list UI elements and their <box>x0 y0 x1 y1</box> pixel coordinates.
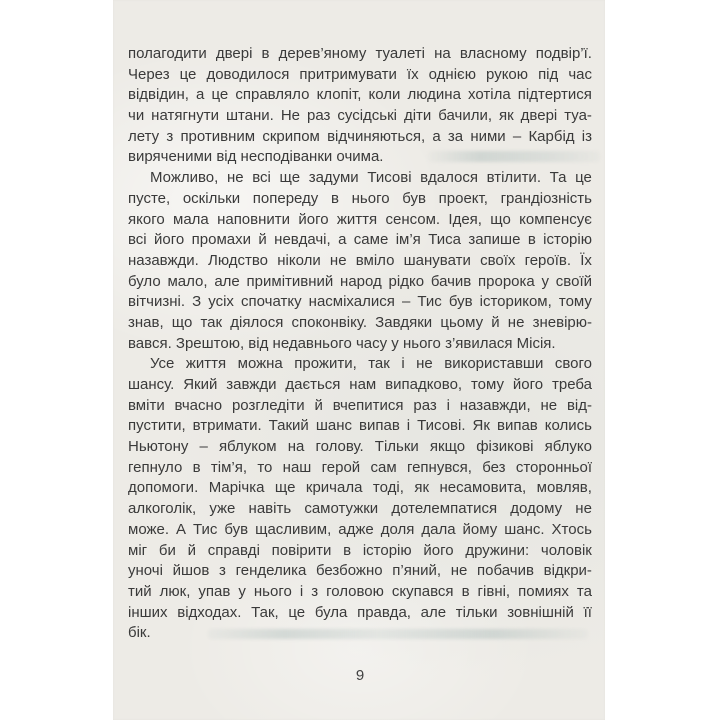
word: треба <box>552 376 592 393</box>
word: пустити, <box>128 417 186 435</box>
word: однією <box>428 65 476 83</box>
word: Тиса <box>428 231 461 249</box>
word: двері <box>215 45 253 62</box>
word: й <box>314 396 323 414</box>
word: й <box>187 541 196 559</box>
word: цьому <box>440 313 484 331</box>
word: бачили, <box>438 107 493 125</box>
word: – <box>401 293 411 311</box>
word: компенсує <box>519 210 592 228</box>
word: це <box>179 65 197 83</box>
text-line <box>128 375 592 396</box>
word: адже <box>338 520 374 538</box>
word: сторонньої <box>515 458 592 476</box>
word: гепнуло <box>128 458 183 476</box>
word: якщо <box>429 438 466 456</box>
word: п’яний, <box>392 562 442 580</box>
word: й <box>491 313 500 331</box>
text-line <box>128 251 592 272</box>
word: назавжди. <box>128 251 199 269</box>
word: випадково, <box>385 376 463 393</box>
word: йому <box>462 520 498 538</box>
word: своїй <box>555 272 592 290</box>
text-line <box>128 127 592 148</box>
word: підтертися <box>517 86 592 104</box>
word: без <box>482 458 506 476</box>
word: дотелемпатися <box>391 500 498 518</box>
word: голову. <box>315 438 364 456</box>
text-line <box>128 292 592 313</box>
word: а <box>338 231 347 249</box>
word: не <box>507 313 525 331</box>
word: була <box>314 603 348 621</box>
word: завжди <box>226 376 277 393</box>
word: Тисові <box>367 169 412 187</box>
word: Їх <box>580 251 592 269</box>
text-line <box>128 189 592 210</box>
word: відкри- <box>543 562 592 580</box>
word: навіть <box>248 500 292 518</box>
text-line <box>128 106 592 127</box>
word: і <box>401 355 405 373</box>
word: йшов <box>172 562 210 580</box>
word: хотіла <box>468 86 511 104</box>
word: би <box>158 541 176 559</box>
word: може. <box>128 520 170 538</box>
word: власному <box>459 45 527 62</box>
word: Який <box>183 376 218 393</box>
word: вдалося <box>420 169 478 187</box>
word: примітивний <box>246 272 334 290</box>
word: життя <box>336 210 378 228</box>
word: Людство <box>208 251 269 269</box>
word: герой <box>321 458 361 476</box>
word: наповнити <box>217 210 291 228</box>
word: і <box>299 582 304 600</box>
word: а <box>432 127 441 145</box>
word: за <box>447 127 464 145</box>
text-line <box>128 520 592 541</box>
word: назавжди, <box>459 396 531 414</box>
word: бачив <box>430 272 472 290</box>
word: генделика <box>235 562 307 580</box>
word: всі <box>128 231 147 249</box>
word: саме <box>353 231 389 249</box>
word: ніколи <box>277 251 321 269</box>
word: туа- <box>564 107 592 125</box>
word: сенсом. <box>385 210 441 228</box>
word: Так, <box>251 603 279 621</box>
word: Через <box>128 65 170 83</box>
word: – <box>512 127 522 145</box>
text-line <box>128 396 592 417</box>
word: випав <box>496 417 538 435</box>
text-line <box>128 65 592 86</box>
word: в <box>461 582 470 600</box>
word: З <box>192 293 202 311</box>
word: знав, <box>128 313 164 331</box>
word: від- <box>566 396 592 414</box>
word: полагодити <box>128 45 207 62</box>
word: й <box>258 231 267 249</box>
word: нього <box>253 582 292 600</box>
text-line <box>128 603 592 624</box>
text-line <box>128 437 592 458</box>
word: Як <box>472 417 490 435</box>
word: в <box>192 458 201 476</box>
word: туалеті <box>375 45 426 62</box>
text-line <box>128 313 592 334</box>
word: був <box>402 189 426 207</box>
text-column <box>128 44 592 644</box>
word: то <box>257 458 273 476</box>
word: яблуко <box>544 438 592 456</box>
word: упав <box>198 582 231 600</box>
word: алкоголік, <box>128 500 197 518</box>
word: в <box>261 45 270 62</box>
word: гепнувся, <box>406 458 472 476</box>
word: правда, <box>357 603 411 621</box>
word: лету <box>128 127 160 145</box>
word: під <box>538 65 559 83</box>
word: А <box>176 520 187 538</box>
word: відвідин, <box>128 86 189 104</box>
word: вітчизні. <box>128 293 186 311</box>
word: народ <box>340 272 382 290</box>
word: допомоги. <box>128 479 199 497</box>
word: притримувати <box>299 65 397 83</box>
word: тоді, <box>372 479 404 497</box>
word: його <box>423 541 454 559</box>
word: раз <box>306 107 331 125</box>
word: тий <box>128 582 152 600</box>
word: у <box>238 582 246 600</box>
word: його <box>512 376 544 393</box>
word: Такий <box>268 417 309 435</box>
word: тому <box>558 293 592 311</box>
word: яблуком <box>218 438 277 456</box>
word: відходах. <box>177 603 242 621</box>
word: ними <box>470 127 506 145</box>
word: відчиняються, <box>327 127 426 145</box>
word: так <box>368 355 390 373</box>
word: як <box>414 479 430 497</box>
word: Ньютону <box>128 438 189 456</box>
word: з <box>311 582 319 600</box>
word: тім’я, <box>210 458 248 476</box>
word: якого <box>128 210 165 228</box>
word: Усе <box>150 355 175 373</box>
word: запише <box>468 231 521 249</box>
text-line: бік. <box>128 624 151 642</box>
word: як <box>499 107 514 125</box>
word: мовляв, <box>536 479 592 497</box>
word: промахи <box>191 231 251 249</box>
paragraph <box>128 44 592 168</box>
text-line: вався. Зрештою, від недавнього часу у нього з’явилася Місія. <box>128 334 556 352</box>
word: свого <box>554 355 592 373</box>
word: Тільки <box>374 438 419 456</box>
word: а <box>196 86 205 104</box>
word: Завдяки <box>375 313 433 331</box>
word: штани. <box>225 107 274 125</box>
word: був <box>448 293 473 311</box>
word: історію <box>362 541 412 559</box>
word: вміти <box>128 396 165 414</box>
word: тому <box>470 376 505 393</box>
word: його <box>154 231 185 249</box>
word: помиях <box>518 582 569 600</box>
word: тільки <box>455 603 498 621</box>
word: з <box>219 562 226 580</box>
word: не <box>416 355 433 373</box>
word: не <box>450 562 468 580</box>
word: його <box>298 210 329 228</box>
word: раз <box>413 396 437 414</box>
word: споконвіку. <box>291 313 368 331</box>
word: це <box>575 169 592 187</box>
word: усіх <box>208 293 234 311</box>
word: дала <box>421 520 456 538</box>
word: сам <box>370 458 397 476</box>
word: міг <box>128 541 148 559</box>
word: пусте, <box>128 189 171 207</box>
word: самотужки <box>304 500 379 518</box>
word: щасливим, <box>255 520 332 538</box>
word: уже <box>209 500 236 518</box>
paragraph <box>128 168 592 354</box>
word: можна <box>237 355 283 373</box>
text-line <box>128 561 592 582</box>
word: двері <box>520 107 558 125</box>
word: у <box>541 272 550 290</box>
word: клопіт, <box>316 86 362 104</box>
word: спочатку <box>241 293 302 311</box>
word: доля <box>380 520 415 538</box>
word: діялося <box>230 313 284 331</box>
word: своїх <box>480 251 516 269</box>
word: доводилося <box>206 65 290 83</box>
word: Ідея, <box>448 210 482 228</box>
word: на <box>287 438 305 456</box>
word: її <box>583 603 592 621</box>
word: уночі <box>128 562 163 580</box>
word: несамовита, <box>439 479 527 497</box>
word: з <box>166 127 174 145</box>
text-line <box>128 582 592 603</box>
word: колись <box>544 417 592 435</box>
word: та <box>576 582 592 600</box>
word: що <box>171 313 193 331</box>
word: мало, <box>167 272 208 290</box>
text-line <box>128 168 592 189</box>
word: головою <box>326 582 384 600</box>
word: героїв. <box>524 251 572 269</box>
word: історію <box>543 231 592 249</box>
word: всі <box>252 169 271 187</box>
word: випав <box>359 417 400 435</box>
word: повірити <box>271 541 332 559</box>
word: справляло <box>235 86 310 104</box>
word: скупався <box>391 582 454 600</box>
text-line: виряченими від несподіванки очима. <box>128 148 384 166</box>
word: зовнішній <box>507 603 574 621</box>
word: не <box>329 251 347 269</box>
word: наш <box>282 458 312 476</box>
word: люк, <box>159 582 191 600</box>
word: Не <box>280 107 301 125</box>
word: чоловік <box>540 541 592 559</box>
word: справді <box>207 541 260 559</box>
word: шанувати <box>403 251 471 269</box>
word: дається <box>285 376 341 393</box>
word: ще <box>279 169 301 187</box>
word: коли <box>368 86 401 104</box>
word: втілити. <box>486 169 541 187</box>
word: Та <box>549 169 567 187</box>
word: був <box>224 520 249 538</box>
word: невдачі, <box>274 231 331 249</box>
word: не <box>575 500 592 518</box>
word: використавши <box>444 355 544 373</box>
text-line <box>128 230 592 251</box>
word: рідко <box>388 272 425 290</box>
word: не <box>540 396 558 414</box>
word: і <box>446 396 450 414</box>
word: безбожно <box>316 562 383 580</box>
text-line <box>128 85 592 106</box>
word: це <box>211 86 229 104</box>
text-line <box>128 416 592 437</box>
word: але <box>420 603 447 621</box>
text-line <box>128 210 592 231</box>
word: Карбід <box>528 127 575 145</box>
word: оскільки <box>182 189 241 207</box>
word: життя <box>185 355 227 373</box>
word: побачив <box>477 562 534 580</box>
page-number: 9 <box>355 667 365 684</box>
paragraph <box>128 354 592 644</box>
text-line <box>128 44 592 65</box>
word: ще <box>274 479 296 497</box>
word: вчепитися <box>332 396 404 414</box>
text-line <box>128 499 592 520</box>
word: нього <box>351 189 390 207</box>
word: Хтось <box>551 520 592 538</box>
word: пророка <box>478 272 535 290</box>
word: противним <box>180 127 256 145</box>
word: – <box>199 438 208 456</box>
word: в <box>343 541 352 559</box>
word: розгледіти <box>231 396 305 414</box>
word: із <box>581 127 592 145</box>
word: істориком, <box>479 293 552 311</box>
word: в <box>330 189 339 207</box>
book-page <box>113 0 605 720</box>
word: втримати. <box>192 417 262 435</box>
word: проект, <box>438 189 488 207</box>
word: прожити, <box>294 355 357 373</box>
word: вчасно <box>174 396 223 414</box>
word: на <box>434 45 451 62</box>
word: задуми <box>308 169 359 187</box>
text-line <box>128 458 592 479</box>
word: Марічка <box>208 479 265 497</box>
word: діти <box>403 107 432 125</box>
word: час <box>568 65 592 83</box>
word: їх <box>406 65 419 83</box>
text-line <box>128 478 592 499</box>
word: гівні, <box>477 582 511 600</box>
word: Можливо, <box>150 169 219 187</box>
word: людина <box>407 86 461 104</box>
word: так <box>200 313 223 331</box>
word: шанс. <box>504 520 545 538</box>
word: дружини: <box>465 541 530 559</box>
word: попереду <box>252 189 319 207</box>
word: в <box>527 231 536 249</box>
word: дерев’яному <box>278 45 367 62</box>
word: вміло <box>355 251 395 269</box>
word: натягнути <box>151 107 219 125</box>
word: зневірю- <box>532 313 592 331</box>
word: рукою <box>486 65 529 83</box>
word: сусідські <box>337 107 397 125</box>
word: скрипом <box>262 127 320 145</box>
word: Тис <box>193 520 218 538</box>
word: що <box>490 210 511 228</box>
word: це <box>288 603 306 621</box>
word: і <box>406 417 411 435</box>
word: мала <box>173 210 209 228</box>
word: нам <box>349 376 377 393</box>
word: шанс <box>315 417 352 435</box>
text-line <box>128 354 592 375</box>
text-line <box>128 541 592 562</box>
word: кричала <box>305 479 363 497</box>
word: Тис <box>417 293 442 311</box>
word: не <box>226 169 244 187</box>
word: було <box>128 272 161 290</box>
word: насміхалися <box>308 293 395 311</box>
word: інших <box>128 603 168 621</box>
word: фізикові <box>476 438 534 456</box>
word: подвір’ї. <box>535 45 592 62</box>
text-line <box>128 272 592 293</box>
word: чи <box>128 107 145 125</box>
word: додому <box>510 500 563 518</box>
word: але <box>214 272 240 290</box>
word: Тисові. <box>417 417 466 435</box>
word: грандіозність <box>500 189 592 207</box>
word: шансу. <box>128 376 175 393</box>
word: ім’я <box>395 231 421 249</box>
